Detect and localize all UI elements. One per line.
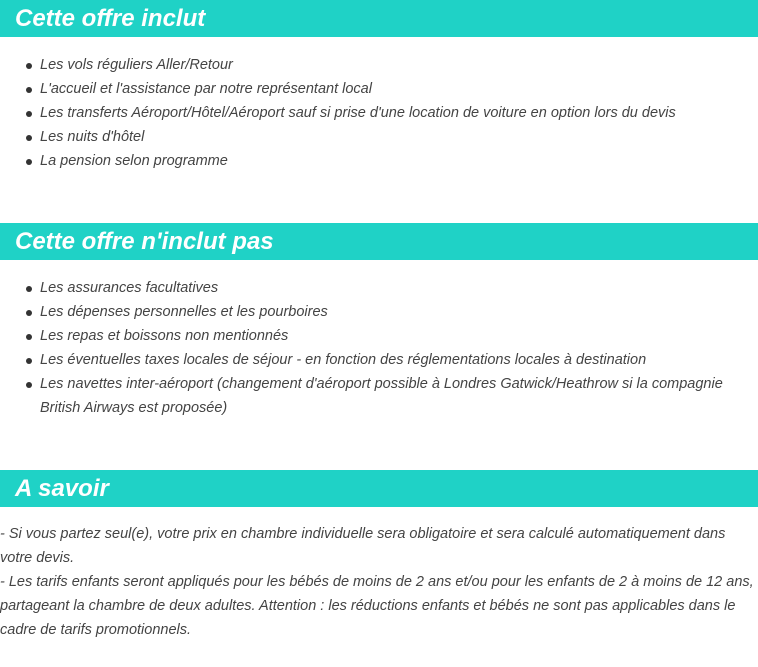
list-item: Les dépenses personnelles et les pourboires — [40, 300, 758, 324]
a-savoir-text — [0, 522, 756, 642]
section-title-not-included: Cette offre n'inclut pas — [0, 223, 758, 260]
list-item: L'accueil et l'assistance par notre représentant local — [40, 77, 758, 101]
list-item: Les repas et boissons non mentionnés — [40, 324, 758, 348]
a-savoir-paragraph: - Si vous partez seul(e), votre prix en chambre individuelle sera obligatoire et sera calculé automatiquement dans votre devis. — [0, 526, 726, 566]
section-title-a-savoir: A savoir — [0, 470, 758, 507]
not-included-list — [0, 276, 758, 420]
a-savoir-paragraph: - Les tarifs enfants seront appliqués pour les bébés de moins de 2 ans et/ou pour les enfants de 2 à moins de 12 ans, partageant la chambre de deux adultes. Attention : les réductions enfants et bébés ne sont pas applicables dans le cadre de tarifs promotionnels. — [0, 574, 754, 638]
list-item: Les transferts Aéroport/Hôtel/Aéroport sauf si prise d'une location de voiture en option lors du devis — [40, 101, 758, 125]
list-item: Les nuits d'hôtel — [40, 125, 758, 149]
included-list — [0, 53, 758, 173]
list-item: Les assurances facultatives — [40, 276, 758, 300]
list-item: La pension selon programme — [40, 149, 758, 173]
section-title-included: Cette offre inclut — [0, 0, 758, 37]
list-item: Les vols réguliers Aller/Retour — [40, 53, 758, 77]
list-item: Les navettes inter-aéroport (changement d'aéroport possible à Londres Gatwick/Heathrow si la compagnie British Airways est proposée) — [40, 372, 758, 420]
list-item: Les éventuelles taxes locales de séjour - en fonction des réglementations locales à destination — [40, 348, 758, 372]
